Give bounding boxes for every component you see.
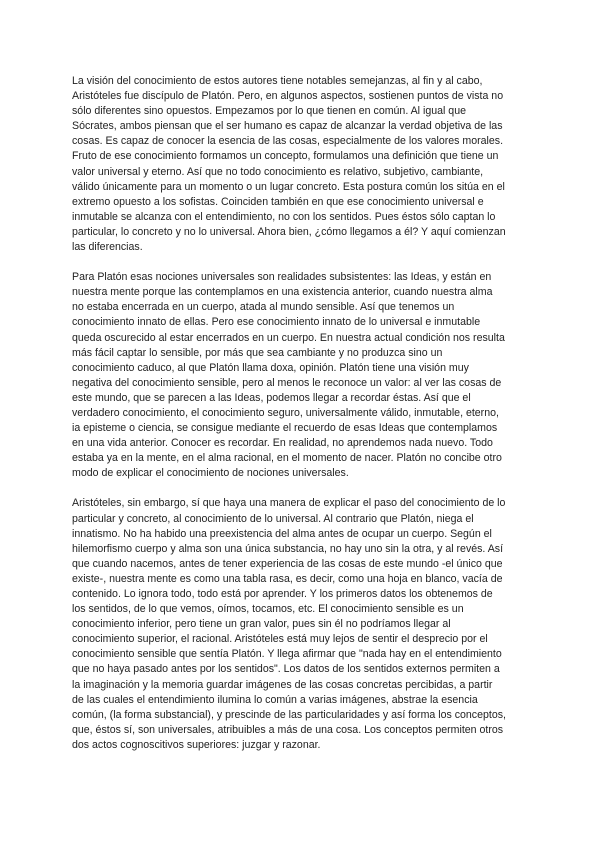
text-line: conocimiento superior, el racional. Aristóteles está muy lejos de sentir el desprecio por el — [72, 633, 488, 646]
text-line: las diferencias. — [72, 241, 143, 254]
text-line: común, (la forma substancial), y prescinde de las particularidades y así forma los conceptos, — [72, 708, 506, 721]
text-line: particular y concreto, al conocimiento de lo universal. Al contrario que Platón, niega el — [72, 512, 474, 525]
document-page — [72, 74, 530, 768]
text-line: los sentidos, de lo que vemos, oímos, tocamos, etc. El conocimiento sensible es un — [72, 603, 464, 616]
text-line: inmutable se alcanza con el entendimiento, no con los sentidos. Pues éstos sólo captan lo — [72, 210, 496, 223]
text-line: dos actos cognoscitivos superiores: juzgar y razonar. — [72, 738, 321, 751]
text-line: Aristóteles, sin embargo, sí que haya una manera de explicar el paso del conocimiento de lo — [72, 497, 506, 510]
text-line: que no haya pasado antes por los sentidos". Los datos de los sentidos externos permiten a — [72, 663, 500, 676]
text-line: este mundo, que se parecen a las Ideas, podemos llegar a recordar éstas. Así que el — [72, 391, 471, 404]
text-line: estaba ya en la mente, en el alma racional, en el momento de nacer. Platón no concibe otro — [72, 452, 502, 465]
text-line: conocimiento caduco, al que Platón llama doxa, opinión. Platón tiene una visión muy — [72, 361, 469, 374]
text-line: en una vida anterior. Conocer es recordar. En realidad, no aprendemos nada nuevo. Todo — [72, 437, 493, 450]
paragraph-plato — [72, 270, 530, 481]
text-line: contenido. Lo ignora todo, todo está por aprender. Y los primeros datos los obtenemos de — [72, 588, 493, 600]
text-line: verdadero conocimiento, el conocimiento seguro, universalmente válido, inmutable, eterno, — [72, 406, 499, 419]
text-line: hilemorfismo cuerpo y alma son una única substancia, no hay uno sin la otra, y al revés. Así — [72, 542, 504, 555]
text-line: La visión del conocimiento de estos autores tiene notables semejanzas, al fin y al cabo, — [72, 75, 483, 87]
text-line: que, éstos sí, son universales, atribuibles a más de una cosa. Los conceptos permiten otros — [72, 723, 504, 736]
paragraph-aristotle — [72, 496, 530, 753]
paragraph-common-ground — [72, 74, 530, 255]
text-line: Aristóteles fue discípulo de Platón. Pero, en algunos aspectos, sostienen puntos de vista no — [72, 90, 504, 103]
text-line: innatismo. No ha habido una preexistencia del alma antes de ocupar un cuerpo. Según el — [72, 527, 492, 540]
text-line: sólo diferentes sino opuestos. Empezamos por lo que tienen en común. Al igual que — [72, 105, 466, 118]
text-line: conocimiento innato de ellas. Pero ese conocimiento innato de lo universal e inmutable — [72, 316, 481, 329]
text-line: valor universal y eterno. Así que no todo conocimiento es relativo, subjetivo, cambiante, — [72, 165, 484, 178]
text-line: particular, lo concreto y no lo universal. Ahora bien, ¿cómo llegamos a él? Y aquí comienzan — [72, 225, 506, 238]
text-line: la imaginación y la memoria guardar imágenes de las cosas concretas percibidas, a partir — [72, 678, 493, 691]
text-line: Para Platón esas nociones universales son realidades subsistentes: las Ideas, y están en — [72, 271, 492, 284]
text-line: negativa del conocimiento sensible, pero al menos le reconoce un valor: al ver las cosas de — [72, 376, 502, 389]
text-line: válido únicamente para un momento o un lugar concreto. Esta postura común los sitúa en el — [72, 180, 505, 193]
text-line: modo de explicar el conocimiento de nociones universales. — [72, 467, 349, 480]
text-line: conocimiento inferior, pero tiene un gran valor, pues sin él no podríamos llegar al — [72, 618, 451, 631]
text-line: Sócrates, ambos piensan que el ser humano es capaz de alcanzar la verdad objetiva de las — [72, 120, 503, 133]
text-line: nuestra mente porque las contemplamos en una existencia anterior, cuando nuestra alma — [72, 286, 493, 299]
text-line: existe-, nuestra mente es como una tabla rasa, es decir, como una hoja en blanco, vacía de — [72, 572, 503, 585]
text-line: extremo opuesto a los sofistas. Coinciden también en que ese conocimiento universal e — [72, 195, 484, 208]
text-line: que cuando nacemos, antes de tener experiencia de las cosas de este mundo -el único que — [72, 557, 503, 570]
text-line: de las cuales el entendimiento ilumina lo común a varias imágenes, abstrae la esencia — [72, 693, 478, 706]
text-line: conocimiento sensible que sentía Platón. Y llega afirmar que "nada hay en el entendimiento — [72, 648, 502, 661]
text-line: cosas. Es capaz de conocer la esencia de las cosas, especialmente de los valores morales. — [72, 135, 504, 148]
text-line: queda oscurecido al estar encerrados en un cuerpo. En nuestra actual condición nos resulta — [72, 331, 505, 344]
text-line: más fácil captar lo sensible, por más que sea cambiante y no produzca sino un — [72, 346, 443, 359]
text-line: Fruto de ese conocimiento formamos un concepto, formulamos una definición que tiene un — [72, 150, 499, 163]
text-line: ia episteme o ciencia, se consigue mediante el recuerdo de esas Ideas que contemplamos — [72, 422, 498, 435]
text-line: no estaba encerrada en un cuerpo, atada al mundo sensible. Así que tenemos un — [72, 301, 455, 314]
